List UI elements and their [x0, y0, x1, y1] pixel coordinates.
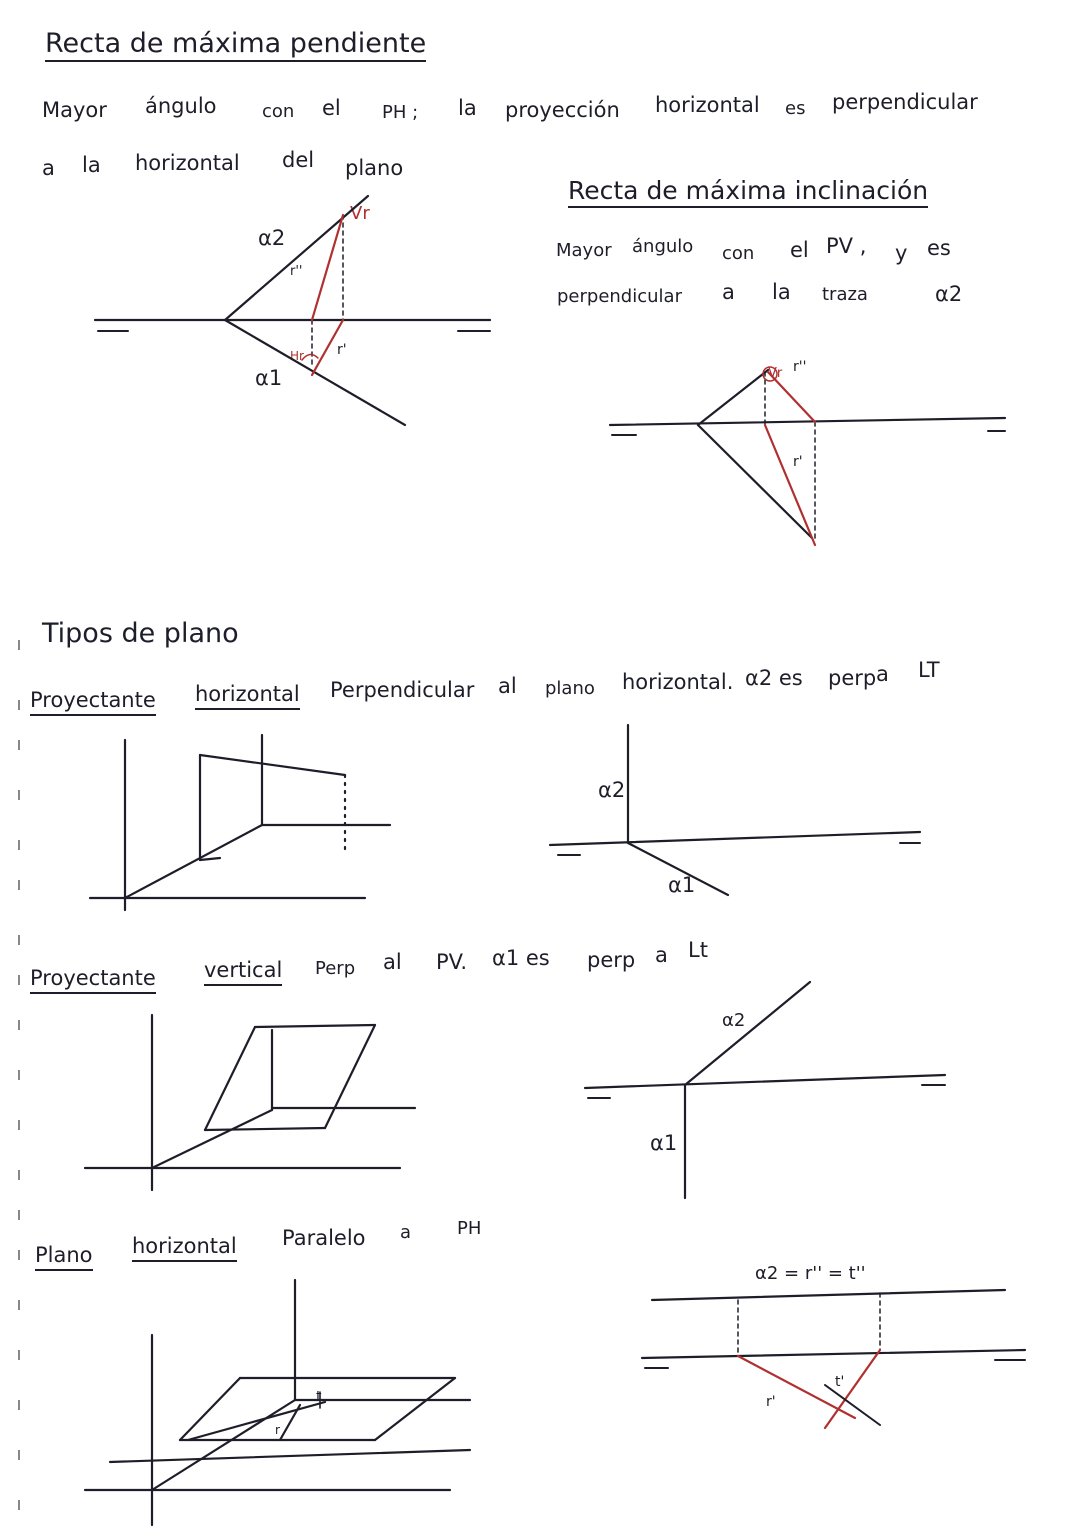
s2-text: Mayor — [556, 240, 612, 261]
s2-text: traza — [822, 284, 868, 305]
s1-text: es — [785, 98, 806, 119]
pv-text: vertical — [204, 960, 282, 986]
s1-text: Mayor — [42, 98, 107, 122]
ph-text: horizontal — [195, 684, 300, 710]
label-r2: r'' — [793, 359, 807, 375]
s2-text: a — [722, 280, 735, 304]
section-title-maxima-pendiente: Recta de máxima pendiente — [45, 30, 426, 62]
ph-text: α2 es — [745, 666, 803, 690]
s2-text: es — [927, 236, 951, 260]
s1-text: del — [282, 148, 315, 172]
s2-text: con — [722, 243, 755, 264]
s2-text: α2 — [935, 282, 963, 306]
label-r: r — [275, 1423, 280, 1437]
s1-text: la — [458, 96, 477, 120]
figure-maxima-inclinacion — [610, 367, 1005, 545]
plh-text: a — [400, 1222, 412, 1243]
label-r1: r' — [793, 454, 803, 470]
s2-text: y — [895, 241, 908, 265]
s2-text: la — [772, 280, 791, 304]
ph-text: horizontal. — [622, 670, 734, 694]
section-title-tipos-plano: Tipos de plano — [42, 618, 239, 649]
figure-proyectante-horizontal-3d — [90, 735, 390, 910]
proyectante-vertical-title: Proyectante — [30, 968, 156, 994]
label-alpha1: α1 — [650, 1131, 678, 1155]
label-r1: r' — [766, 1394, 776, 1410]
figure-plano-horizontal-3d — [85, 1280, 470, 1525]
ph-text: perp — [828, 666, 877, 690]
s1-text: plano — [345, 156, 404, 180]
s1-text: a — [42, 156, 55, 180]
label-hr: Hr — [290, 349, 304, 363]
label-vr: Vr — [350, 203, 370, 224]
label-alpha2: α2 — [598, 778, 626, 802]
pv-text: Perp — [315, 958, 356, 979]
label-r2: r'' — [290, 264, 303, 279]
s2-text: el — [790, 238, 809, 262]
s1-text: proyección — [505, 98, 620, 122]
pv-text: α1 es — [492, 946, 550, 970]
s1-text: ángulo — [145, 94, 217, 118]
s1-text: la — [82, 153, 101, 177]
label-r1: r' — [337, 342, 347, 358]
ph-text: a — [876, 662, 889, 686]
figure-proyectante-horizontal-dihedral — [550, 725, 920, 895]
label-t: t — [316, 1389, 322, 1405]
figure-maxima-pendiente — [95, 196, 490, 425]
label-vr: Vr — [768, 366, 783, 381]
figure-proyectante-vertical-3d — [85, 1015, 415, 1190]
label-t1: t' — [835, 1374, 845, 1390]
s1-text: PH ; — [382, 102, 419, 123]
s1-text: horizontal — [135, 151, 240, 175]
pv-text: PV. — [436, 950, 467, 974]
pv-text: al — [383, 950, 402, 974]
s2-text: PV , — [826, 234, 867, 258]
pv-text: a — [655, 943, 668, 967]
ph-text: plano — [545, 678, 595, 699]
label-alpha2-r-t: α2 = r'' = t'' — [755, 1263, 866, 1284]
label-alpha2: α2 — [258, 226, 286, 250]
plano-horizontal-title: Plano — [35, 1245, 93, 1271]
s1-text: con — [262, 101, 295, 122]
figure-proyectante-vertical-dihedral — [585, 982, 945, 1198]
label-alpha1: α1 — [668, 873, 696, 897]
pv-text: perp — [587, 948, 636, 972]
ph-text: LT — [918, 658, 940, 682]
proyectante-horizontal-title: Proyectante — [30, 690, 156, 716]
s1-text: el — [322, 96, 341, 120]
label-alpha1: α1 — [255, 366, 283, 390]
figure-plano-horizontal-dihedral — [642, 1290, 1025, 1428]
plh-text: PH — [457, 1218, 482, 1239]
pv-text: Lt — [688, 938, 708, 962]
s1-text: perpendicular — [832, 90, 978, 114]
s1-text: horizontal — [655, 93, 760, 117]
ph-text: al — [498, 674, 517, 698]
s2-text: ángulo — [632, 236, 694, 257]
s2-text: perpendicular — [557, 286, 682, 307]
plh-text: Paralelo — [282, 1226, 366, 1250]
plh-text: horizontal — [132, 1236, 237, 1262]
ph-text: Perpendicular — [330, 678, 475, 702]
label-alpha2: α2 — [722, 1010, 746, 1031]
section-title-maxima-inclinacion: Recta de máxima inclinación — [568, 178, 928, 208]
